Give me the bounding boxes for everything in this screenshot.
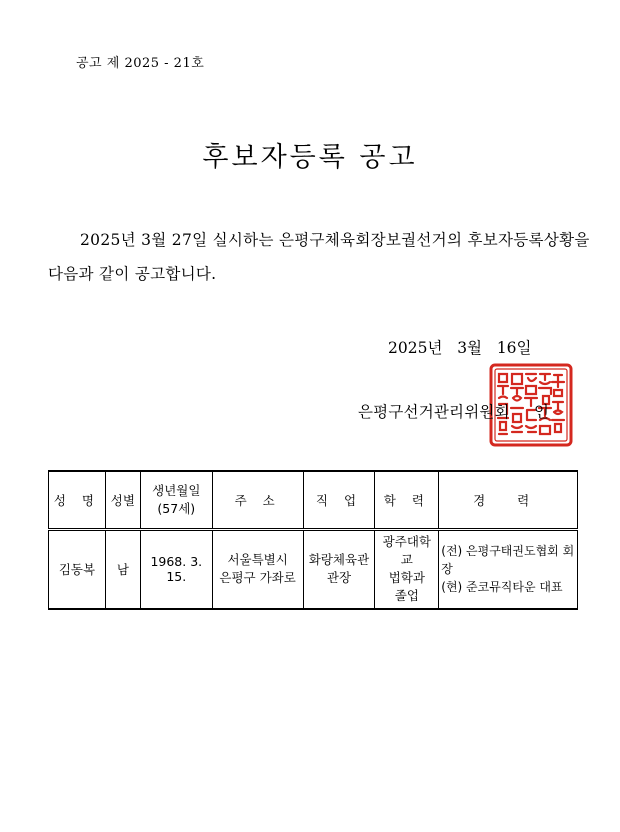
candidate-table	[48, 470, 578, 610]
cell-education: 광주대학교 법학과 졸업	[375, 529, 439, 609]
body-text-line-1: 2025년 3월 27일 실시하는 은평구체육회장보궐선거의 후보자등록상황을	[80, 231, 590, 249]
issue-date: 2025년 3월 16일	[388, 339, 532, 357]
cell-career: (전) 은평구태권도협회 회장 (현) 준코뮤직타운 대표	[439, 529, 578, 609]
header-name: 성 명	[49, 471, 106, 529]
header-birthdate: 생년월일 (57세)	[140, 471, 212, 529]
document-title: 후보자등록 공고	[202, 142, 418, 173]
cell-birthdate: 1968. 3. 15.	[140, 529, 212, 609]
cell-name: 김동복	[49, 529, 106, 609]
body-text-line-2: 다음과 같이 공고합니다.	[48, 265, 217, 283]
header-occupation: 직 업	[303, 471, 375, 529]
header-address: 주 소	[212, 471, 303, 529]
cell-address: 서울특별시 은평구 가좌로	[212, 529, 303, 609]
table-row	[49, 529, 578, 609]
seal-mark-text: 인	[534, 403, 549, 421]
issuer-name: 은평구선거관리위원회	[358, 403, 510, 421]
header-career: 경 력	[439, 471, 578, 529]
cell-occupation: 화랑체육관 관장	[303, 529, 375, 609]
header-gender: 성별	[105, 471, 140, 529]
header-education: 학 력	[375, 471, 439, 529]
notice-number: 공고 제 2025 - 21호	[76, 56, 205, 71]
cell-gender: 남	[105, 529, 140, 609]
table-header-row	[49, 471, 578, 529]
